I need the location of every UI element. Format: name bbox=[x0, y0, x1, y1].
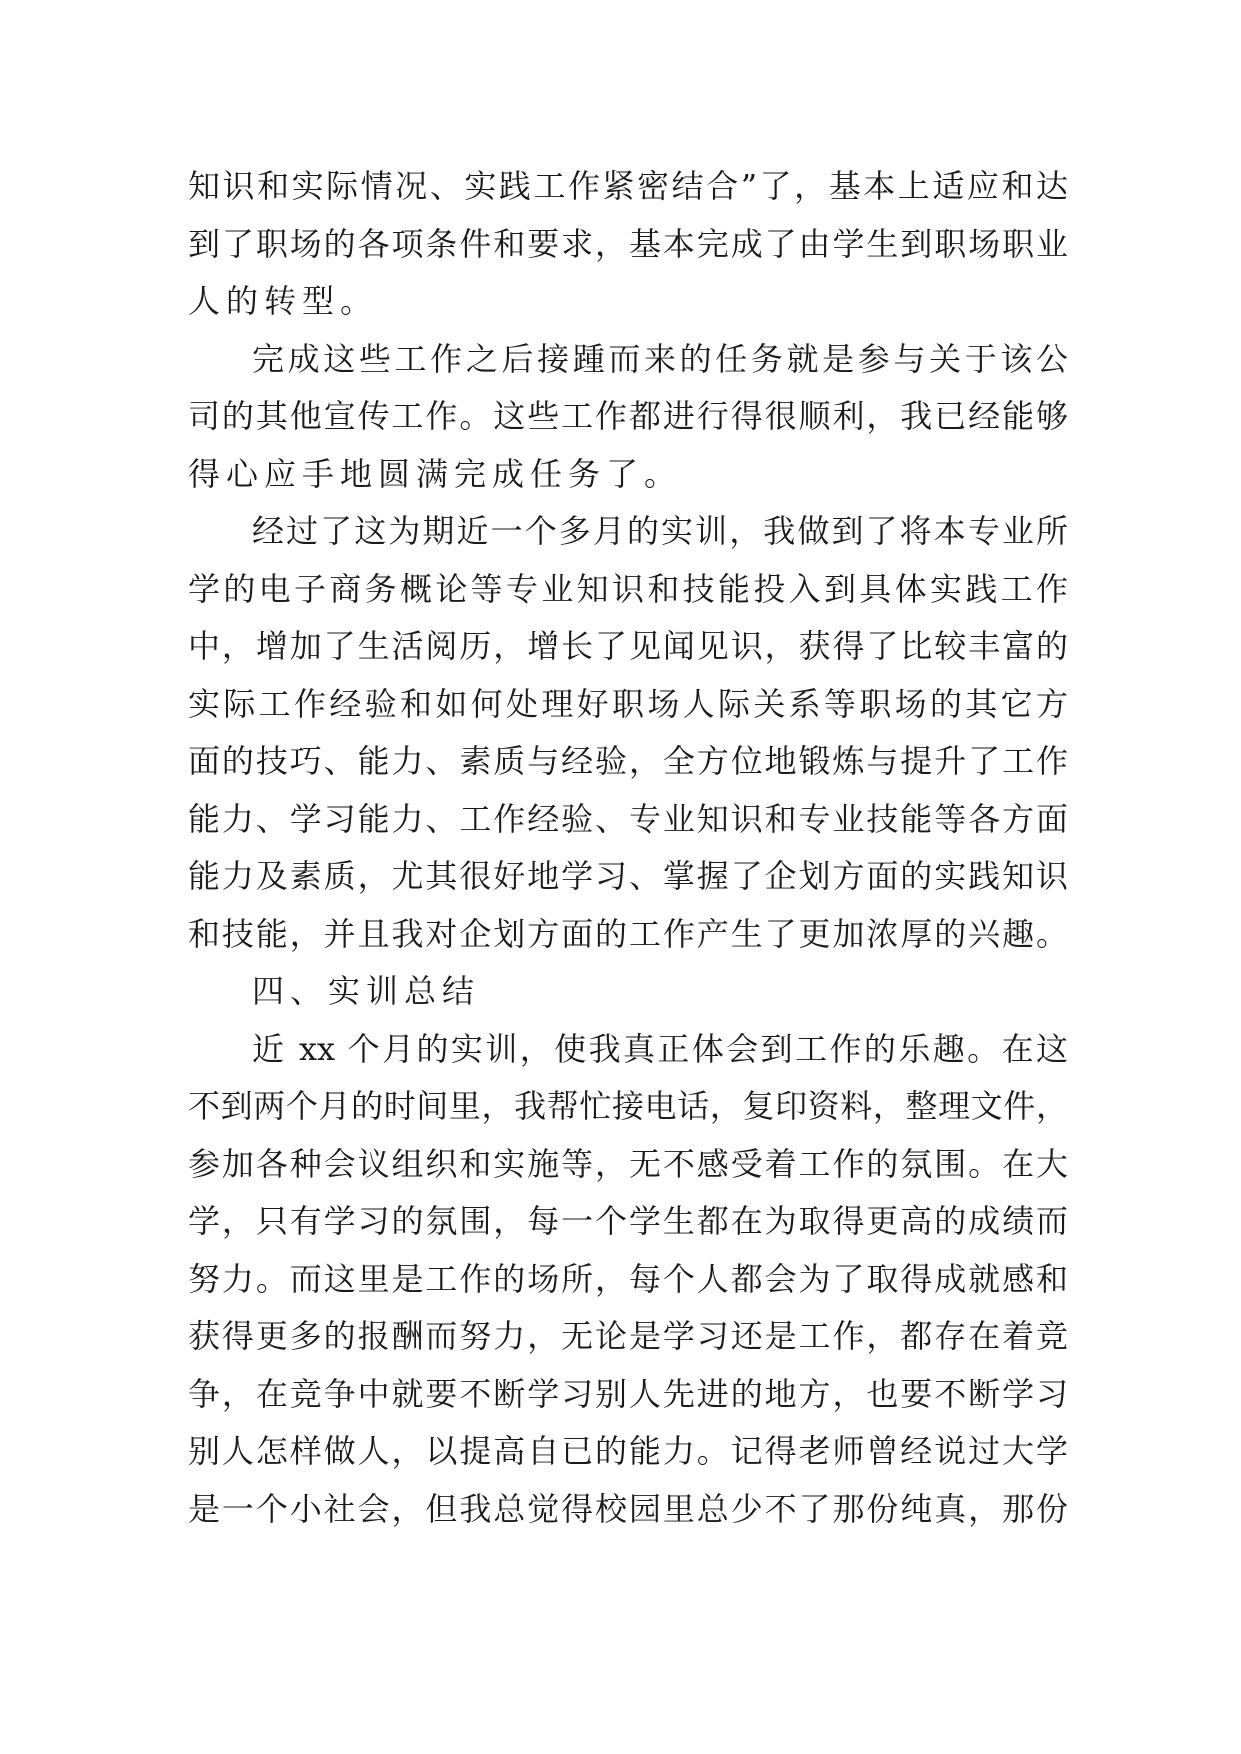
text-line: 不到两个月的时间里，我帮忙接电话，复印资料，整理文件， bbox=[188, 1087, 1068, 1125]
text-line: 四、实训总结 bbox=[252, 972, 481, 1010]
text-line: 面的技巧、能力、素质与经验，全方位地锻炼与提升了工作 bbox=[188, 742, 1068, 780]
text-line: 学，只有学习的氛围，每一个学生都在为取得更高的成绩而 bbox=[188, 1202, 1068, 1240]
text-line: 到了职场的各项条件和要求，基本完成了由学生到职场职业 bbox=[188, 224, 1068, 263]
text-line: 和技能，并且我对企划方面的工作产生了更加浓厚的兴趣。 bbox=[188, 914, 1068, 953]
text-line: 别人怎样做人，以提高自已的能力。记得老师曾经说过大学 bbox=[188, 1432, 1068, 1470]
text-line: 参加各种会议组织和实施等，无不感受着工作的氛围。在大 bbox=[188, 1144, 1068, 1183]
text-line: 知识和实际情况、实践工作紧密结合”了，基本上适应和达 bbox=[188, 167, 1068, 205]
text-line: 实际工作经验和如何处理好职场人际关系等职场的其它方 bbox=[188, 684, 1068, 723]
text-line: 中，增加了生活阅历，增长了见闻见识，获得了比较丰富的 bbox=[188, 627, 1068, 665]
text-line: 司的其他宣传工作。这些工作都进行得很顺利，我已经能够 bbox=[188, 397, 1068, 435]
document-body-text bbox=[188, 158, 1068, 1538]
text-line: 近 xx 个月的实训，使我真正体会到工作的乐趣。在这 bbox=[252, 1029, 1068, 1068]
text-line: 争，在竞争中就要不断学习别人先进的地方，也要不断学习 bbox=[188, 1374, 1068, 1413]
text-line: 完成这些工作之后接踵而来的任务就是参与关于该公 bbox=[252, 339, 1068, 378]
text-line: 能力、学习能力、工作经验、专业知识和专业技能等各方面 bbox=[188, 799, 1068, 838]
text-line: 得心应手地圆满完成任务了。 bbox=[188, 454, 683, 493]
text-line: 经过了这为期近一个多月的实训，我做到了将本专业所 bbox=[252, 512, 1068, 550]
text-line: 努力。而这里是工作的场所，每个人都会为了取得成就感和 bbox=[188, 1259, 1068, 1298]
text-line: 能力及素质，尤其很好地学习、掌握了企划方面的实践知识 bbox=[188, 857, 1068, 895]
text-line: 获得更多的报酬而努力，无论是学习还是工作，都存在着竞 bbox=[188, 1317, 1068, 1355]
text-line: 是一个小社会，但我总觉得校园里总少不了那份纯真，那份 bbox=[188, 1489, 1068, 1528]
text-line: 人的转型。 bbox=[188, 282, 379, 320]
text-line: 学的电子商务概论等专业知识和技能投入到具体实践工作 bbox=[188, 569, 1068, 608]
